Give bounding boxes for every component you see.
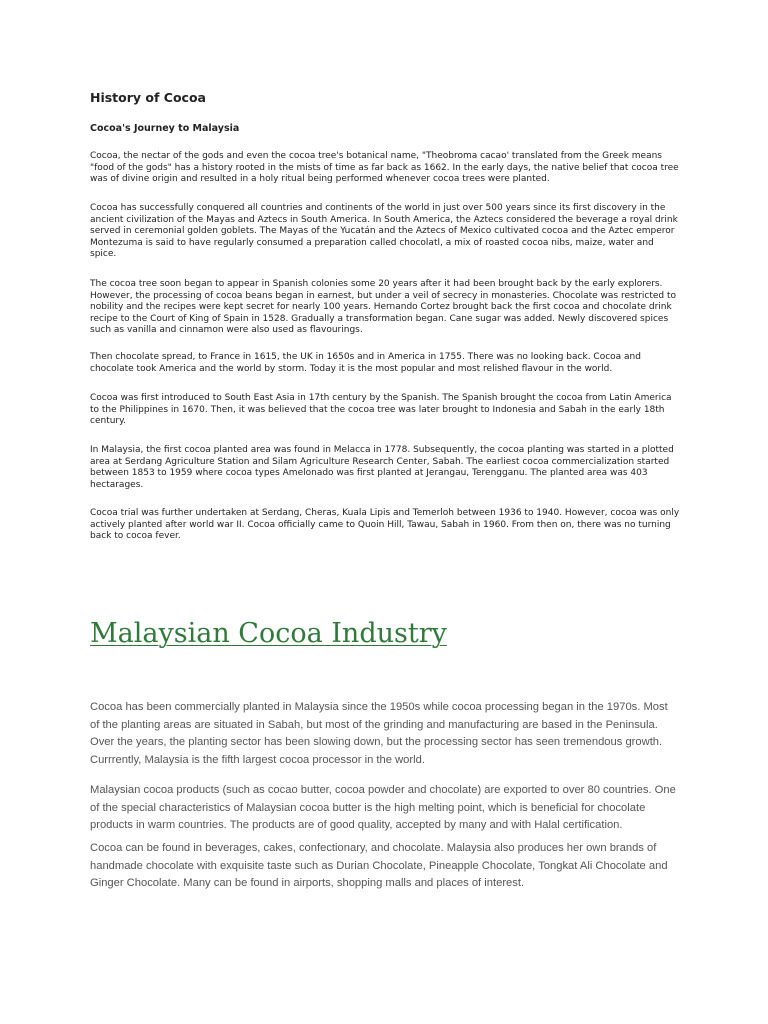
page-subtitle: Cocoa's Journey to Malaysia — [90, 123, 240, 134]
history-paragraph: Cocoa, the nectar of the gods and even the cocoa tree's botanical name, "Theobroma cacao' translated from the Greek means "food of the gods" has a history rooted in the mists of time as far back as 1662. In the early days, the native belief that cocoa tree was of divine origin and resulted in a holy ritual being performed whenever cocoa trees were planted. — [90, 151, 679, 184]
history-paragraph: Cocoa trial was further undertaken at Serdang, Cheras, Kuala Lipis and Temerloh between 1936 to 1940. However, cocoa was only actively planted after world war II. Cocoa officially came to Quoin Hill, Tawau, Sabah in 1960. From then on, there was no turning back to cocoa fever. — [90, 508, 680, 541]
history-paragraph: In Malaysia, the first cocoa planted area was found in Melacca in 1778. Subsequently, the cocoa planting was started in a plotted area at Serdang Agriculture Station and Silam Agriculture Research Center, Sabah. The earliest cocoa commercialization started between 1853 to 1959 where cocoa types Amelonado was first planted at Jerangau, Terengganu. The planted area was 403 hectarages. — [90, 445, 674, 490]
history-paragraph: The cocoa tree soon began to appear in Spanish colonies some 20 years after it had been brought back by the early explorers. However, the processing of cocoa beans began in earnest, but under a veil of secrecy in monasteries. Chocolate was restricted to nobility and the recipes were kept secret for nearly 100 years. Hernando Cortez brought back the first cocoa and chocolate drink recipe to the Court of King of Spain in 1528. Gradually a transformation began. Cane sugar was added. Newly discovered spices such as vanilla and cinnamon were also used as flavourings. — [90, 279, 677, 335]
history-paragraph: Cocoa was first introduced to South East Asia in 17th century by the Spanish. The Spanish brought the cocoa from Latin America to the Philippines in 1670. Then, it was believed that the cocoa tree was later brought to Indonesia and Sabah in the early 18th century. — [90, 393, 672, 426]
section-title-link[interactable]: Malaysian Cocoa Industry — [90, 618, 447, 649]
industry-paragraph: Malaysian cocoa products (such as cocao butter, cocoa powder and chocolate) are exported to over 80 countries. One of the special characteristics of Malaysian cocoa butter is the high melting point, which is beneficial for chocolate products in warm countries. The products are of good quality, accepted by many and with Halal certification. — [90, 784, 676, 831]
page-title: History of Cocoa — [90, 90, 206, 105]
history-paragraph: Cocoa has successfully conquered all countries and continents of the world in just over 500 years since its first discovery in the ancient civilization of the Mayas and Aztecs in South America. In South America, the Aztecs considered the beverage a royal drink served in ceremonial golden goblets. The Mayas of the Yucatán and the Aztecs of Mexico cultivated cocoa and the Aztec emperor Montezuma is said to have regularly consumed a preparation called chocolatl, a mix of roasted cocoa nibs, maize, water and spice. — [90, 203, 678, 259]
industry-paragraph: Cocoa can be found in beverages, cakes, confectionary, and chocolate. Malaysia also produces her own brands of handmade chocolate with exquisite taste such as Durian Chocolate, Pineapple Chocolate, Tongkat Ali Chocolate and Ginger Chocolate. Many can be found in airports, shopping malls and places of interest. — [90, 842, 668, 889]
history-paragraph: Then chocolate spread, to France in 1615, the UK in 1650s and in America in 1755. There was no looking back. Cocoa and chocolate took America and the world by storm. Today it is the most popular and most relished flavour in the world. — [90, 352, 641, 374]
industry-paragraph: Cocoa has been commercially planted in Malaysia since the 1950s while cocoa processing began in the 1970s. Most of the planting areas are situated in Sabah, but most of the grinding and manufacturing are based in the Peninsula. Over the years, the planting sector has been slowing down, but the processing sector has seen tremendous growth. Currrently, Malaysia is the fifth largest cocoa processor in the world. — [90, 701, 668, 766]
